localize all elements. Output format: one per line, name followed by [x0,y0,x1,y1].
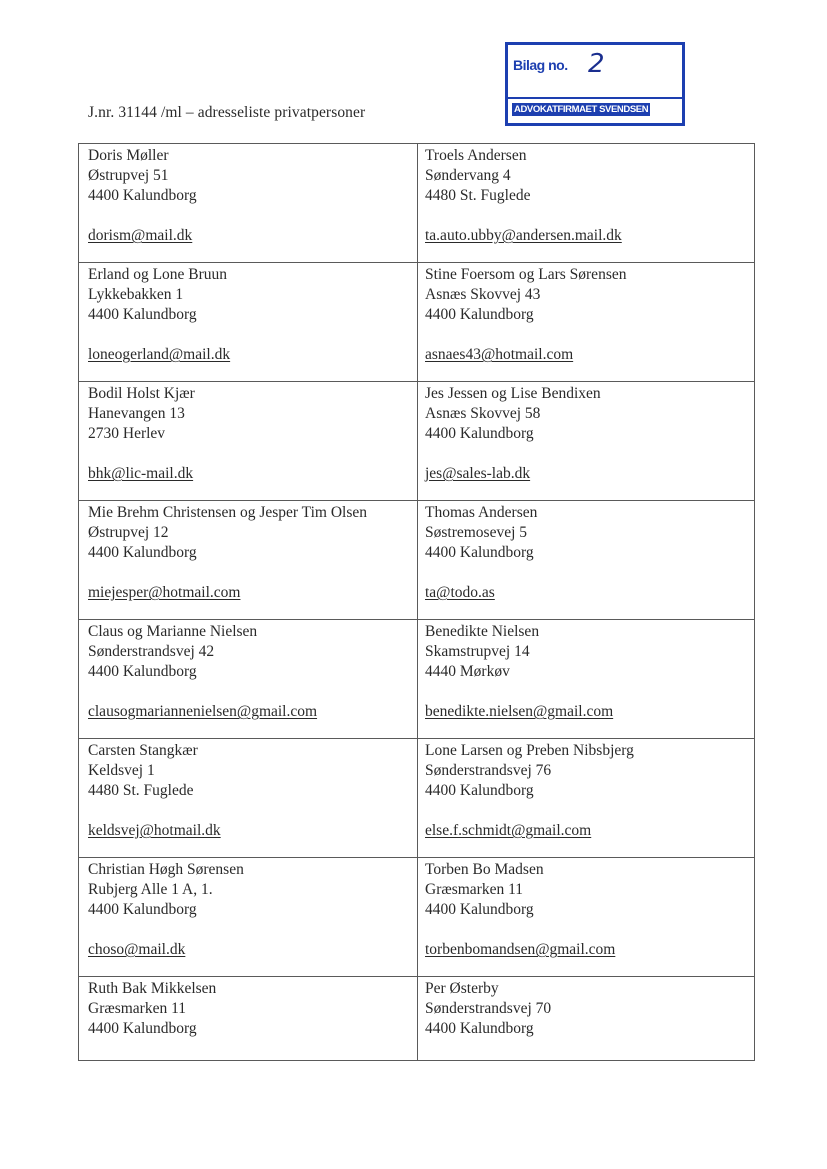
contact-city: 4400 Kalundborg [88,1020,197,1037]
address-cell [418,263,755,382]
contact-name: Doris Møller [88,147,169,164]
contact-city: 4400 Kalundborg [88,901,197,918]
table-row [79,977,755,1061]
table-row [79,263,755,382]
contact-street: Lykkebakken 1 [88,286,184,303]
contact-email[interactable]: clausogmariannenielsen@gmail.com [88,703,318,720]
contact-name: Stine Foersom og Lars Sørensen [425,266,627,283]
contact-name: Troels Andersen [425,147,527,164]
contact-city: 4400 Kalundborg [88,187,197,204]
address-cell [418,501,755,620]
address-cell [79,739,418,858]
contact-email[interactable]: else.f.schmidt@gmail.com [425,822,592,839]
address-cell [79,382,418,501]
contact-street: Sønderstrandsvej 76 [425,762,552,779]
contact-name: Torben Bo Madsen [425,861,544,878]
contact-email[interactable]: ta.auto.ubby@andersen.mail.dk [425,227,622,244]
contact-street: Østrupvej 51 [88,167,169,184]
contact-email[interactable]: bhk@lic-mail.dk [88,465,194,482]
contact-name: Per Østerby [425,980,499,997]
bilag-stamp [505,42,685,126]
contact-street: Hanevangen 13 [88,405,185,422]
address-cell [79,144,418,263]
contact-name: Lone Larsen og Preben Nibsbjerg [425,742,634,759]
contact-street: Søstremosevej 5 [425,524,528,541]
contact-street: Græsmarken 11 [425,881,524,898]
contact-street: Skamstrupvej 14 [425,643,530,660]
contact-name: Bodil Holst Kjær [88,385,195,402]
contact-name: Claus og Marianne Nielsen [88,623,258,640]
contact-name: Ruth Bak Mikkelsen [88,980,217,997]
table-row [79,144,755,263]
contact-city: 4400 Kalundborg [425,782,534,799]
stamp-top [508,45,682,95]
contact-email[interactable]: torbenbomandsen@gmail.com [425,941,616,958]
contact-city: 4400 Kalundborg [425,901,534,918]
address-cell [418,977,755,1061]
table-row [79,501,755,620]
contact-street: Græsmarken 11 [88,1000,187,1017]
contact-city: 4400 Kalundborg [425,1020,534,1037]
table-row [79,739,755,858]
contact-email[interactable]: keldsvej@hotmail.dk [88,822,221,839]
contact-street: Asnæs Skovvej 58 [425,405,541,422]
address-cell [79,620,418,739]
address-cell [79,263,418,382]
contact-city: 4480 St. Fuglede [88,782,194,799]
address-cell [418,144,755,263]
contact-street: Rubjerg Alle 1 A, 1. [88,881,213,898]
contact-email[interactable]: dorism@mail.dk [88,227,193,244]
address-cell [418,620,755,739]
contact-email[interactable]: jes@sales-lab.dk [425,465,531,482]
contact-name: Carsten Stangkær [88,742,198,759]
page-title: J.nr. 31144 /ml – adresseliste privatpersoner [88,104,366,121]
contact-street: Sønderstrandsvej 70 [425,1000,552,1017]
table-row [79,620,755,739]
contact-street: Østrupvej 12 [88,524,169,541]
address-cell [418,382,755,501]
contact-name: Mie Brehm Christensen og Jesper Tim Olsen [88,504,367,521]
table-row [79,858,755,977]
address-cell [418,739,755,858]
contact-city: 4400 Kalundborg [425,306,534,323]
stamp-number: 2 [588,49,605,79]
stamp-firm: ADVOKATFIRMAET SVENDSEN [514,104,649,115]
address-cell [79,501,418,620]
contact-city: 2730 Herlev [88,425,166,442]
contact-city: 4400 Kalundborg [88,663,197,680]
contact-city: 4480 St. Fuglede [425,187,531,204]
contact-street: Søndervang 4 [425,167,511,184]
contact-email[interactable]: choso@mail.dk [88,941,186,958]
contact-name: Erland og Lone Bruun [88,266,228,283]
contact-city: 4400 Kalundborg [425,425,534,442]
contact-street: Asnæs Skovvej 43 [425,286,541,303]
contact-email[interactable]: miejesper@hotmail.com [88,584,241,601]
address-cell [79,977,418,1061]
contact-city: 4400 Kalundborg [88,306,197,323]
contact-city: 4400 Kalundborg [425,544,534,561]
contact-city: 4440 Mørkøv [425,663,510,680]
contact-name: Benedikte Nielsen [425,623,540,640]
stamp-label: Bilag no. [513,57,568,73]
address-cell [418,858,755,977]
contact-street: Keldsvej 1 [88,762,155,779]
contact-name: Thomas Andersen [425,504,538,521]
contact-email[interactable]: ta@todo.as [425,584,495,601]
address-table [78,143,755,1061]
contact-city: 4400 Kalundborg [88,544,197,561]
contact-name: Christian Høgh Sørensen [88,861,244,878]
contact-email[interactable]: loneogerland@mail.dk [88,346,231,363]
stamp-divider [508,97,682,99]
contact-email[interactable]: benedikte.nielsen@gmail.com [425,703,614,720]
address-cell [79,858,418,977]
table-row [79,382,755,501]
contact-email[interactable]: asnaes43@hotmail.com [425,346,574,363]
contact-name: Jes Jessen og Lise Bendixen [425,385,601,402]
contact-street: Sønderstrandsvej 42 [88,643,215,660]
